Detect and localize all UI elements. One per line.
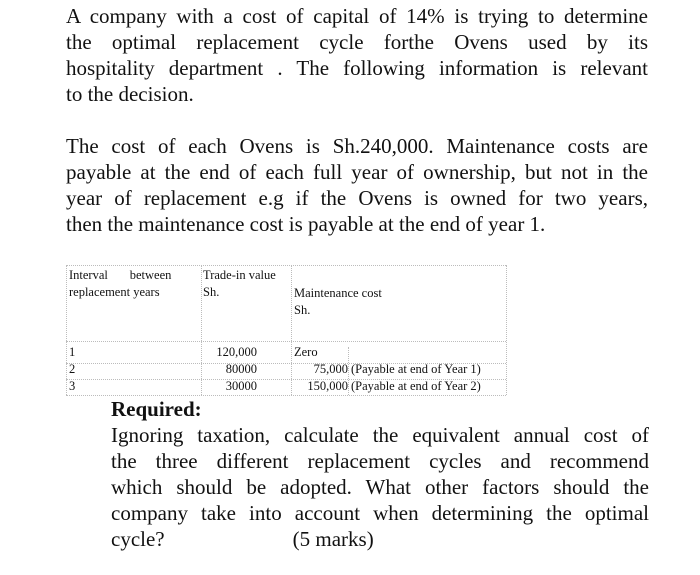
maintenance-value-cell: Zero bbox=[294, 345, 318, 359]
intro-line: hospitality department . The following information is relevant bbox=[66, 56, 648, 80]
intro-line: the optimal replacement cycle forthe Ovens used by its bbox=[66, 30, 648, 54]
marks-label: (5 marks) bbox=[292, 527, 374, 551]
maintenance-value-cell: 75,000 bbox=[313, 362, 348, 376]
required-line: the three different replacement cycles and recommend bbox=[111, 449, 649, 473]
maintenance-note-column bbox=[351, 344, 505, 395]
table-header-divider bbox=[66, 341, 506, 342]
intro-line: A company with a cost of capital of 14% is trying to determine bbox=[66, 4, 648, 28]
details-line: then the maintenance cost is payable at the end of year 1. bbox=[66, 212, 546, 236]
tradein-column bbox=[203, 344, 257, 395]
interval-cell: 3 bbox=[69, 379, 76, 393]
details-paragraph bbox=[66, 133, 648, 237]
maintenance-note-cell: (Payable at end of Year 2) bbox=[351, 379, 481, 393]
tradein-cell: 120,000 bbox=[216, 345, 257, 359]
interval-header-line2: replacement years bbox=[69, 285, 160, 299]
required-heading: Required: bbox=[111, 397, 202, 421]
interval-column bbox=[69, 344, 199, 395]
intro-line: to the decision. bbox=[66, 82, 194, 106]
tradein-cell: 80000 bbox=[225, 362, 257, 376]
replacement-data-table bbox=[66, 265, 506, 395]
required-line: Ignoring taxation, calculate the equivalent annual cost of bbox=[111, 423, 649, 447]
maintenance-value-column bbox=[294, 344, 348, 395]
table-column-divider bbox=[201, 265, 202, 395]
interval-header bbox=[69, 267, 199, 301]
required-last-line bbox=[111, 526, 649, 552]
maintenance-header-line1: Maintenance cost bbox=[294, 286, 382, 300]
table-border-right bbox=[506, 265, 507, 395]
maintenance-header bbox=[294, 285, 494, 319]
required-section bbox=[111, 396, 649, 552]
maintenance-note-cell: (Payable at end of Year 1) bbox=[351, 362, 481, 376]
maintenance-note-cell bbox=[351, 344, 505, 361]
table-column-divider bbox=[348, 347, 349, 395]
interval-header-word: Interval between bbox=[69, 268, 172, 282]
interval-cell: 2 bbox=[69, 362, 76, 376]
details-line: The cost of each Ovens is Sh.240,000. Maintenance costs are bbox=[66, 134, 648, 158]
required-line: company take into account when determining the optimal bbox=[111, 501, 649, 525]
intro-paragraph bbox=[66, 3, 648, 107]
maintenance-header-line2: Sh. bbox=[294, 303, 311, 317]
interval-cell: 1 bbox=[69, 345, 76, 359]
details-line: payable at the end of each full year of ownership, but not in the bbox=[66, 160, 648, 184]
table-border-top bbox=[66, 265, 506, 266]
required-line: which should be adopted. What other factors should the bbox=[111, 475, 649, 499]
table-border-left bbox=[66, 265, 67, 395]
details-line: year of replacement e.g if the Ovens is owned for two years, bbox=[66, 186, 648, 210]
maintenance-value-cell: 150,000 bbox=[307, 379, 348, 393]
tradein-cell: 30000 bbox=[225, 379, 257, 393]
required-last-text: cycle? bbox=[111, 527, 165, 551]
tradein-header bbox=[203, 267, 303, 301]
tradein-header-line2: Sh. bbox=[203, 285, 220, 299]
tradein-header-line1: Trade-in value bbox=[203, 268, 276, 282]
